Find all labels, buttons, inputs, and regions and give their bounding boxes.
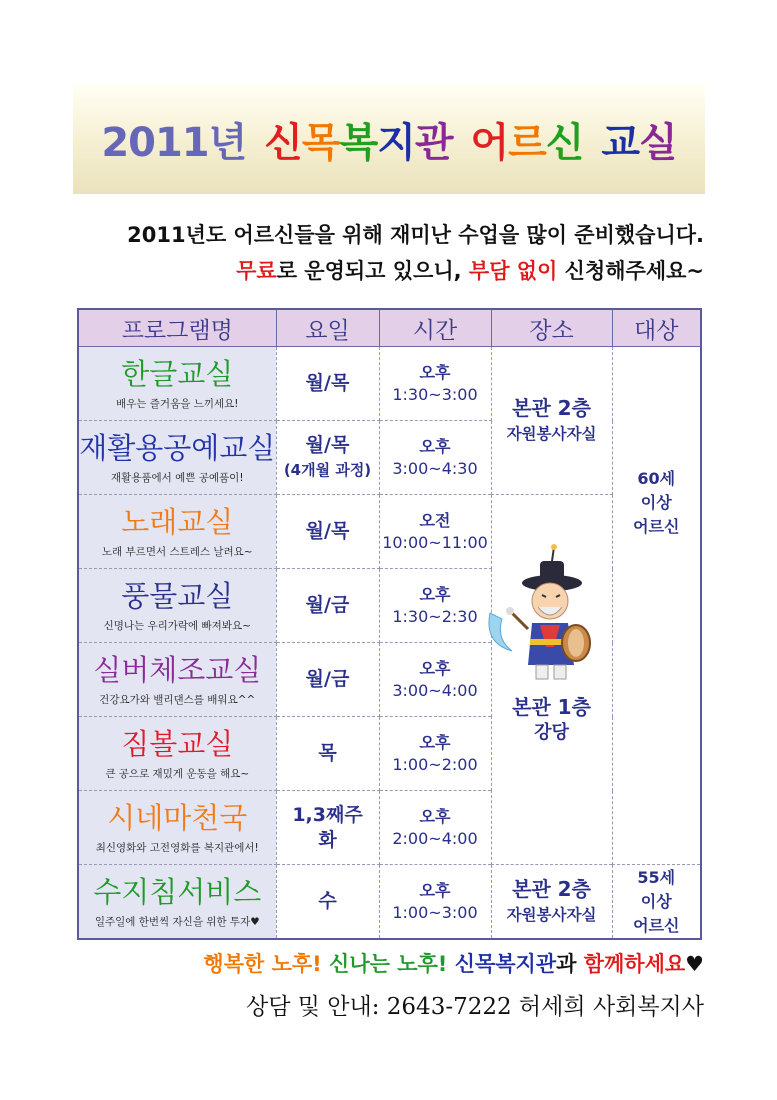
program-desc: 최신영화와 고전영화를 복지관에서!	[95, 842, 259, 854]
place-room: 자원봉사자실	[506, 424, 597, 443]
day-text: 월/금	[305, 594, 350, 616]
time-cell	[379, 717, 491, 791]
target-group: 어르신	[633, 915, 680, 935]
intro-text: 로 운영되고 있으니,	[276, 259, 469, 283]
place-cell	[491, 865, 612, 940]
target-age: 55세	[637, 867, 676, 887]
program-desc: 일주일에 한번씩 자신을 위한 투자♥	[94, 916, 260, 928]
time-label: 오후	[419, 362, 451, 382]
title-char: 복	[339, 119, 378, 166]
day-cell	[276, 643, 379, 717]
time-range: 3:00~4:00	[392, 680, 478, 700]
table-row	[78, 865, 701, 940]
target-above: 이상	[640, 493, 672, 512]
day-text: 월/목	[305, 433, 350, 456]
title-char: 교	[601, 119, 640, 166]
heart-icon: ♥	[685, 952, 704, 976]
day-cell	[276, 865, 379, 940]
time-label: 오후	[419, 436, 451, 456]
time-cell	[379, 643, 491, 717]
title-char: 신	[264, 119, 302, 166]
time-label: 오후	[419, 658, 451, 678]
header-program: 프로그램명	[78, 309, 276, 347]
day-text: 1,3째주	[292, 803, 363, 826]
time-cell	[379, 347, 491, 421]
day-note: (4개월 과정)	[283, 460, 372, 479]
program-cell	[78, 421, 276, 495]
time-range: 1:30~3:00	[392, 384, 478, 404]
title-char: 신	[545, 119, 584, 166]
program-cell	[78, 643, 276, 717]
place-room: 자원봉사자실	[506, 905, 597, 924]
title-char: 지	[377, 119, 415, 166]
program-desc: 노래 부르면서 스트레스 날려요~	[101, 546, 253, 558]
title-char: 실	[639, 119, 677, 166]
place-b-text	[492, 695, 612, 745]
time-label: 오후	[419, 584, 451, 604]
page-title	[101, 111, 676, 168]
time-cell	[379, 421, 491, 495]
day-text: 월/목	[305, 372, 350, 394]
intro-free: 무료	[236, 259, 277, 283]
time-range: 1:00~2:00	[392, 754, 478, 774]
slogan-center: 신목복지관	[454, 952, 557, 976]
program-name: 수지침서비스	[93, 875, 262, 909]
program-cell	[78, 569, 276, 643]
program-desc: 건강요가와 밸리댄스를 배워요^^	[99, 694, 256, 706]
day-cell	[276, 495, 379, 569]
header-day: 요일	[276, 309, 379, 347]
title-char: 르	[508, 119, 546, 166]
program-cell	[78, 347, 276, 421]
time-label: 오후	[419, 806, 451, 826]
target-group: 어르신	[633, 517, 680, 536]
time-label: 오전	[419, 510, 451, 530]
slogan-together: 함께하세요	[583, 952, 686, 976]
table-row	[78, 495, 701, 569]
time-range: 1:30~2:30	[392, 606, 478, 626]
time-range: 10:00~11:00	[382, 532, 488, 552]
day-note: 화	[318, 828, 337, 851]
target-age: 60세	[637, 469, 676, 488]
dancing-elder-illustration	[482, 543, 602, 683]
title-char: 목	[301, 119, 340, 166]
target-cell	[612, 347, 701, 865]
program-name: 재활용공예교실	[79, 431, 276, 465]
day-text: 수	[318, 890, 337, 912]
program-desc: 배우는 즐거움을 느끼세요!	[116, 398, 239, 410]
title-char: 관	[414, 119, 453, 166]
time-range: 1:00~3:00	[392, 902, 478, 922]
place-cell	[491, 347, 612, 495]
day-text: 월/목	[305, 520, 350, 542]
program-name: 짐볼교실	[121, 727, 234, 761]
time-range: 2:00~4:00	[392, 828, 478, 848]
title-year: 2011년	[101, 119, 247, 166]
contact-info: 상담 및 안내: 2643-7222 허세희 사회복지사	[246, 994, 704, 1020]
day-text: 목	[318, 742, 337, 764]
time-cell	[379, 865, 491, 940]
intro-text-end: 신청해주세요~	[557, 259, 704, 283]
time-label: 오후	[419, 732, 451, 752]
intro-line-1: 2011년도 어르신들을 위해 재미난 수업을 많이 준비했습니다.	[127, 223, 704, 247]
table-header-row	[78, 309, 701, 347]
time-cell	[379, 569, 491, 643]
schedule-table	[77, 308, 702, 940]
program-name: 풍물교실	[121, 579, 234, 613]
day-cell	[276, 717, 379, 791]
intro-line-2	[236, 255, 704, 285]
program-cell	[78, 791, 276, 865]
program-cell	[78, 495, 276, 569]
slogan-fun: 신나는 노후!	[329, 952, 448, 976]
time-cell	[379, 791, 491, 865]
program-name: 노래교실	[121, 505, 234, 539]
place-building: 본관 1층	[512, 695, 591, 719]
program-name: 실버체조교실	[93, 653, 262, 687]
place-building: 본관 2층	[512, 876, 591, 901]
title-banner	[73, 84, 705, 194]
target-cell	[612, 865, 701, 940]
slogan-with: 과	[556, 952, 584, 976]
header-target: 대상	[612, 309, 701, 347]
slogan	[203, 948, 704, 978]
header-place: 장소	[491, 309, 612, 347]
day-cell	[276, 421, 379, 495]
header-time: 시간	[379, 309, 491, 347]
program-cell	[78, 865, 276, 940]
place-building: 본관 2층	[512, 395, 591, 420]
day-cell	[276, 347, 379, 421]
time-range: 3:00~4:30	[392, 458, 478, 478]
place-cell	[491, 495, 612, 865]
slogan-happy: 행복한 노후!	[203, 952, 322, 976]
intro-no-burden: 부담 없이	[468, 259, 558, 283]
time-cell	[379, 495, 491, 569]
day-text: 월/금	[305, 668, 350, 690]
table-row	[78, 347, 701, 421]
time-label: 오후	[419, 880, 451, 900]
day-cell	[276, 569, 379, 643]
program-name: 한글교실	[121, 357, 234, 391]
day-cell	[276, 791, 379, 865]
program-desc: 신명나는 우리가락에 빠져봐요~	[103, 620, 251, 632]
program-name: 시네마천국	[107, 801, 248, 835]
program-desc: 재활용품에서 예쁜 공예품이!	[110, 472, 244, 484]
target-above: 이상	[640, 891, 672, 911]
title-char: 어	[470, 119, 509, 166]
program-desc: 큰 공으로 재밌게 운동을 해요~	[105, 768, 250, 780]
program-cell	[78, 717, 276, 791]
place-room: 강당	[534, 722, 569, 743]
